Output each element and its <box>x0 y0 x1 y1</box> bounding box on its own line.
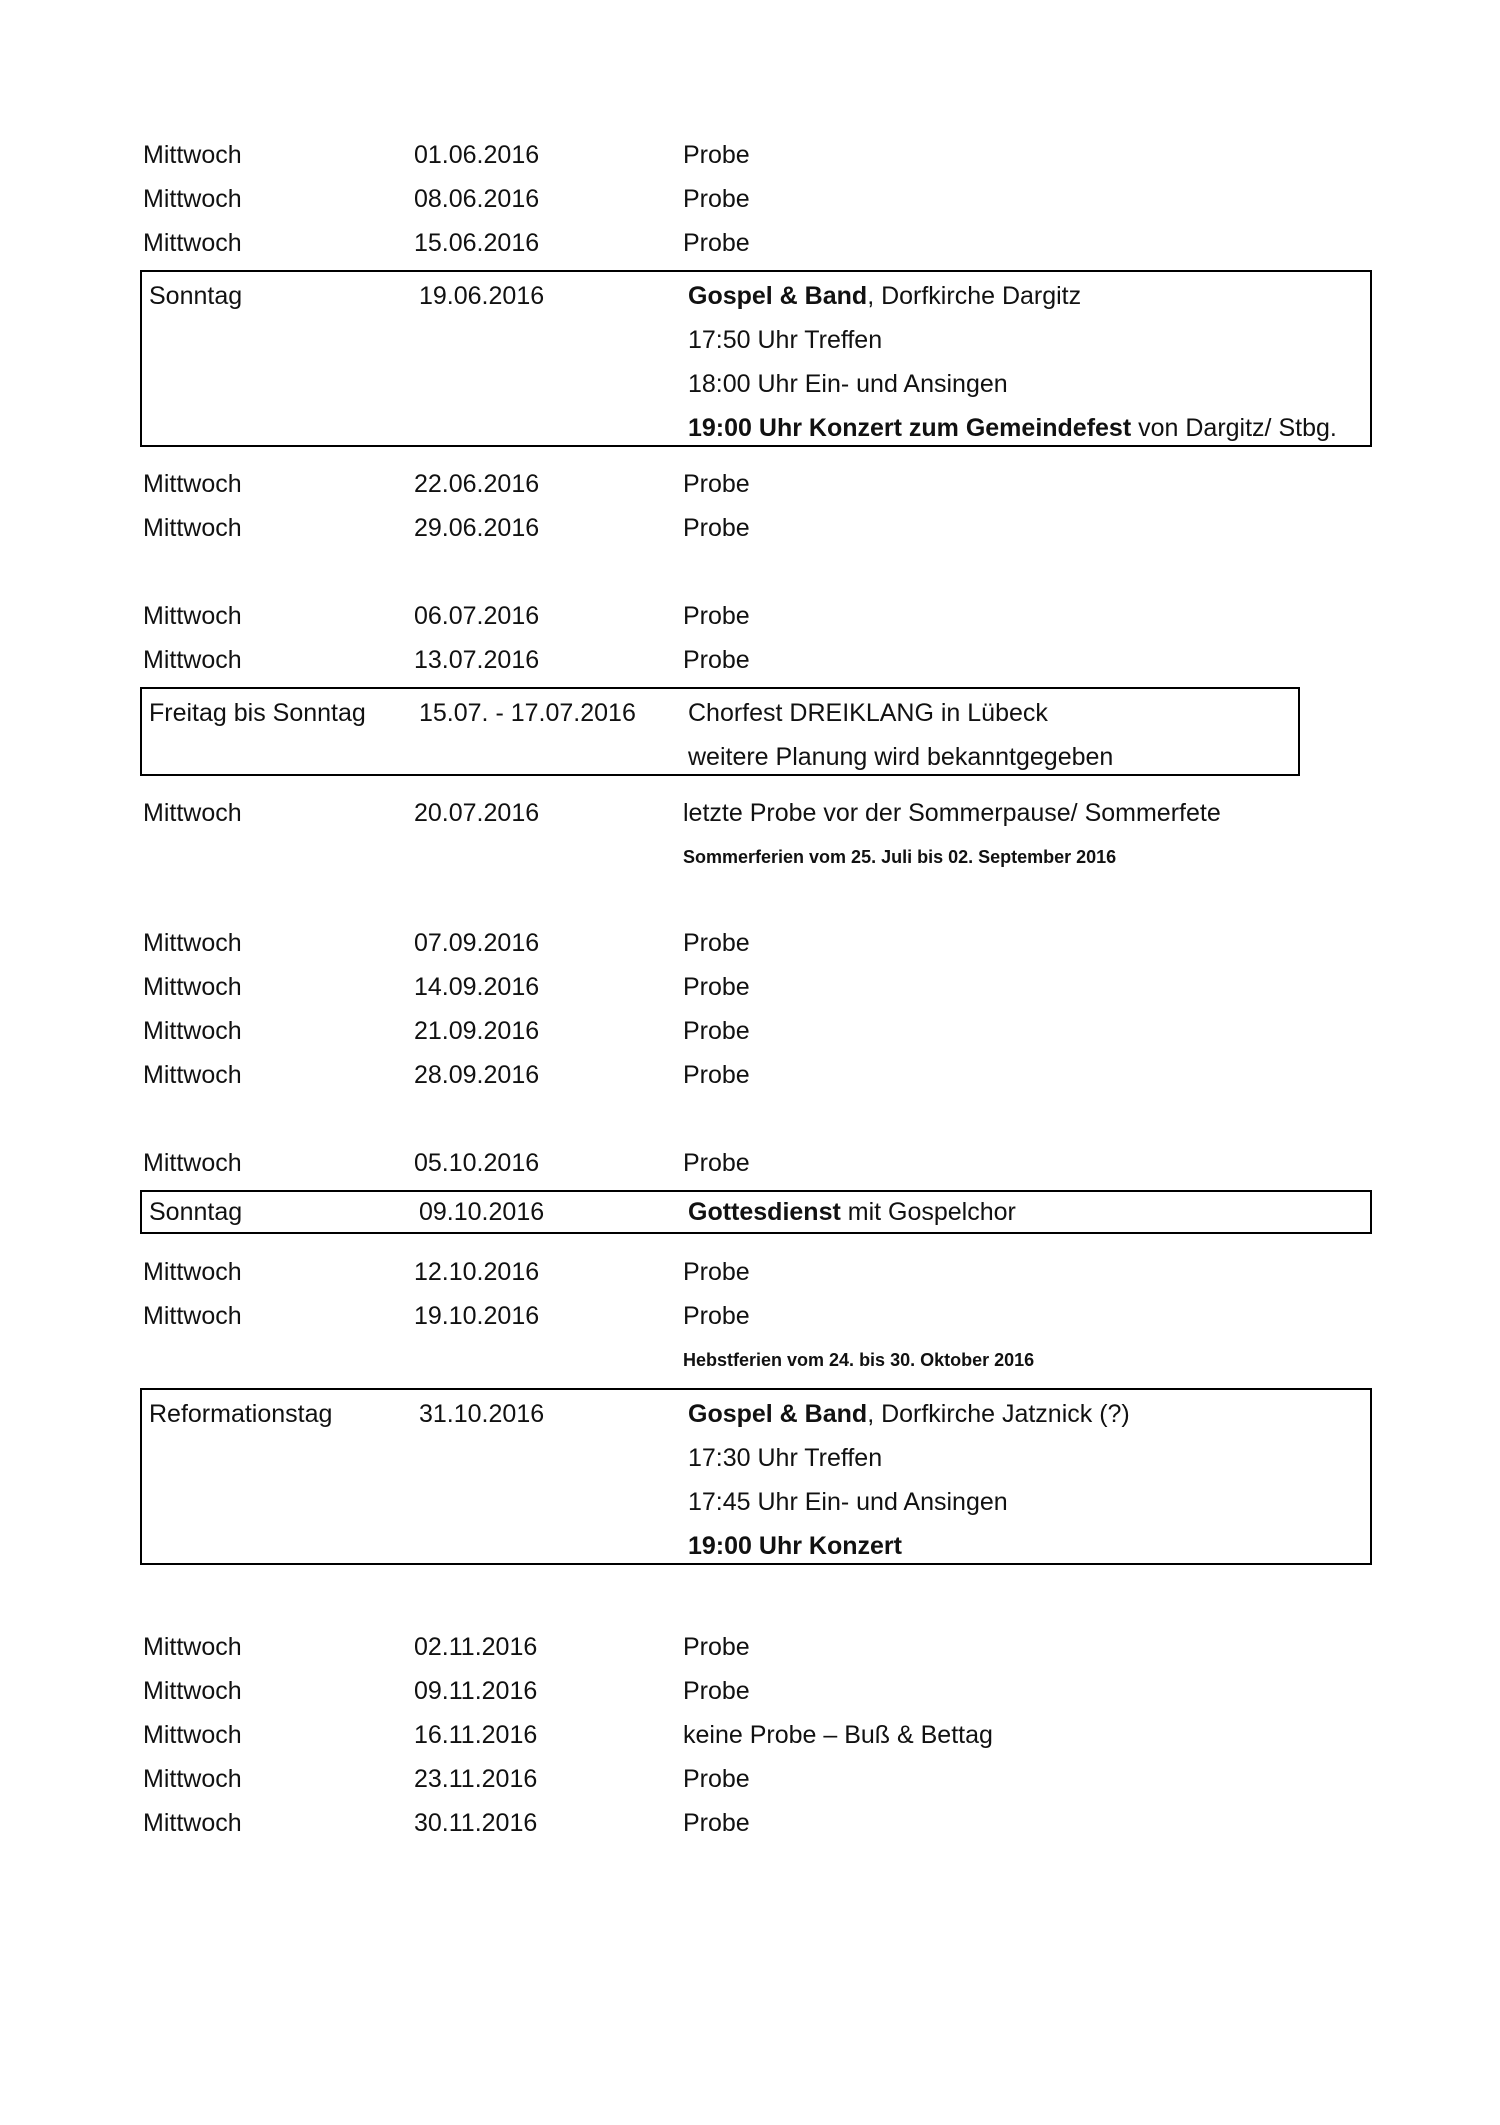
weekday: Mittwoch <box>143 1258 242 1286</box>
event-box-reformation <box>140 1388 1372 1565</box>
event-box-chorfest <box>140 687 1300 776</box>
date: 06.07.2016 <box>414 602 540 630</box>
date: 15.06.2016 <box>414 229 540 257</box>
event: Probe <box>683 1633 750 1661</box>
schedule-row <box>143 1009 1373 1053</box>
schedule-row <box>143 506 1373 550</box>
schedule-row <box>143 1757 1373 1801</box>
date: 12.10.2016 <box>414 1258 540 1286</box>
schedule-row <box>143 462 1373 506</box>
event-box-gottesdienst <box>140 1190 1372 1234</box>
schedule-row <box>143 133 1373 177</box>
date: 08.06.2016 <box>414 185 540 213</box>
schedule-row <box>143 1053 1373 1097</box>
event-line: weitere Planung wird bekanntgegeben <box>688 743 1114 771</box>
date: 30.11.2016 <box>414 1809 538 1837</box>
weekday: Reformationstag <box>149 1400 333 1428</box>
weekday: Freitag bis Sonntag <box>149 699 366 727</box>
event-details <box>688 274 1337 450</box>
date: 09.11.2016 <box>414 1677 538 1705</box>
weekday: Mittwoch <box>143 1149 242 1177</box>
event: Probe <box>683 1302 750 1330</box>
event: Probe <box>683 470 750 498</box>
event: Probe <box>683 229 750 257</box>
schedule-row <box>143 594 1373 638</box>
date: 19.06.2016 <box>419 282 545 310</box>
weekday: Mittwoch <box>143 185 242 213</box>
date: 01.06.2016 <box>414 141 540 169</box>
weekday: Mittwoch <box>143 973 242 1001</box>
date: 21.09.2016 <box>414 1017 540 1045</box>
schedule-row <box>143 1250 1373 1294</box>
weekday: Mittwoch <box>143 1017 242 1045</box>
event: Probe <box>683 1765 750 1793</box>
schedule-row <box>143 177 1373 221</box>
weekday: Mittwoch <box>143 1765 242 1793</box>
weekday: Sonntag <box>149 282 243 310</box>
event: Probe <box>683 1809 750 1837</box>
date: 22.06.2016 <box>414 470 540 498</box>
event-details <box>688 1190 1016 1234</box>
weekday: Mittwoch <box>143 1809 242 1837</box>
event: Probe <box>683 1061 750 1089</box>
date: 23.11.2016 <box>414 1765 538 1793</box>
event: keine Probe – Buß & Bettag <box>683 1721 993 1749</box>
event: Probe <box>683 141 750 169</box>
date: 15.07. - 17.07.2016 <box>419 699 636 727</box>
event-line: 18:00 Uhr Ein- und Ansingen <box>688 370 1008 398</box>
event-line: 19:00 Uhr Konzert <box>688 1532 902 1560</box>
date: 20.07.2016 <box>414 799 540 827</box>
date: 02.11.2016 <box>414 1633 538 1661</box>
holiday-note-summer: Sommerferien vom 25. Juli bis 02. September 2016 <box>683 847 1117 867</box>
event: Probe <box>683 973 750 1001</box>
date: 31.10.2016 <box>419 1400 545 1428</box>
weekday: Mittwoch <box>143 1677 242 1705</box>
weekday: Mittwoch <box>143 1633 242 1661</box>
schedule-row <box>143 1669 1373 1713</box>
weekday: Mittwoch <box>143 1302 242 1330</box>
date: 05.10.2016 <box>414 1149 540 1177</box>
event-details <box>688 1392 1130 1568</box>
weekday: Mittwoch <box>143 229 242 257</box>
schedule-row <box>143 1801 1373 1845</box>
weekday: Mittwoch <box>143 602 242 630</box>
event: Probe <box>683 185 750 213</box>
weekday: Mittwoch <box>143 1721 242 1749</box>
weekday: Mittwoch <box>143 1061 242 1089</box>
schedule-row <box>143 1713 1373 1757</box>
schedule-row <box>143 1294 1373 1338</box>
event-details <box>688 691 1113 779</box>
date: 13.07.2016 <box>414 646 540 674</box>
schedule-row <box>143 965 1373 1009</box>
event: Probe <box>683 1149 750 1177</box>
schedule-row <box>143 638 1373 682</box>
event-line: 17:50 Uhr Treffen <box>688 326 883 354</box>
holiday-note-autumn: Hebstferien vom 24. bis 30. Oktober 2016 <box>683 1350 1035 1370</box>
weekday: Mittwoch <box>143 141 242 169</box>
event-line: Gottesdienst mit Gospelchor <box>688 1198 1016 1226</box>
event-line: Gospel & Band, Dorfkirche Dargitz <box>688 282 1082 310</box>
weekday: Mittwoch <box>143 799 242 827</box>
weekday: Mittwoch <box>143 514 242 542</box>
event-line: Gospel & Band, Dorfkirche Jatznick (?) <box>688 1400 1130 1428</box>
event-box-gemeindefest <box>140 270 1372 447</box>
schedule-row <box>143 221 1373 265</box>
event: Probe <box>683 646 750 674</box>
weekday: Mittwoch <box>143 470 242 498</box>
schedule-row <box>143 921 1373 965</box>
weekday: Sonntag <box>149 1198 243 1226</box>
schedule-row <box>143 791 1373 835</box>
event: Probe <box>683 1677 750 1705</box>
event: Probe <box>683 1017 750 1045</box>
event: Probe <box>683 929 750 957</box>
date: 28.09.2016 <box>414 1061 540 1089</box>
date: 16.11.2016 <box>414 1721 538 1749</box>
date: 29.06.2016 <box>414 514 540 542</box>
event-line: 17:45 Uhr Ein- und Ansingen <box>688 1488 1008 1516</box>
date: 07.09.2016 <box>414 929 540 957</box>
date: 09.10.2016 <box>419 1198 545 1226</box>
event: Probe <box>683 514 750 542</box>
schedule-row <box>143 1625 1373 1669</box>
weekday: Mittwoch <box>143 646 242 674</box>
schedule-row <box>143 1141 1373 1185</box>
event-line: 19:00 Uhr Konzert zum Gemeindefest von Dargitz/ Stbg. <box>688 414 1337 442</box>
date: 14.09.2016 <box>414 973 540 1001</box>
event: Probe <box>683 1258 750 1286</box>
event-line: Chorfest DREIKLANG in Lübeck <box>688 699 1048 727</box>
weekday: Mittwoch <box>143 929 242 957</box>
date: 19.10.2016 <box>414 1302 540 1330</box>
event: letzte Probe vor der Sommerpause/ Sommerfete <box>683 799 1221 827</box>
event-line: 17:30 Uhr Treffen <box>688 1444 883 1472</box>
event: Probe <box>683 602 750 630</box>
